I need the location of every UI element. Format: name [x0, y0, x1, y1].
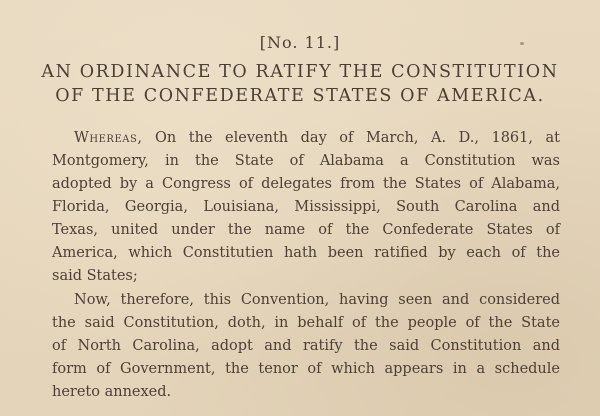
ordinance-title-line-1: AN ORDINANCE TO RATIFY THE CONSTITUTION — [41, 62, 559, 82]
paragraph-1-line-5: Texas, united under the name of the Confederate States of — [52, 222, 560, 238]
ink-speck — [520, 42, 524, 45]
paragraph-1-line-3: adopted by a Congress of delegates from the States of Alabama, — [52, 176, 560, 192]
paragraph-1-line-2: Montgomery, in the State of Alabama a Constitution was — [52, 153, 560, 169]
paragraph-1-line-6: America, which Constitutien hath been ratified by each of the — [52, 245, 560, 261]
paragraph-2-line-2: the said Constitution, doth, in behalf of the people of the State — [52, 315, 560, 331]
paragraph-1-line-1-text: On the eleventh day of March, A. D., 1861, at — [142, 130, 560, 146]
paragraph-1-line-1 — [74, 130, 560, 146]
paragraph-2-line-1: Now, therefore, this Convention, having seen and considered — [74, 292, 560, 308]
paragraph-2-line-3: of North Carolina, adopt and ratify the said Constitution and — [52, 338, 560, 354]
ordinance-title-line-2: OF THE CONFEDERATE STATES OF AMERICA. — [55, 86, 545, 106]
paragraph-2-line-4: form of Government, the tenor of which appears in a schedule — [52, 361, 560, 377]
paragraph-1-line-7: said States; — [52, 268, 138, 284]
paragraph-1-line-4: Florida, Georgia, Louisiana, Mississippi, South Carolina and — [52, 199, 560, 215]
ordinance-number: [No. 11.] — [259, 33, 341, 52]
paragraph-2-line-5: hereto annexed. — [52, 384, 172, 400]
lead-word-whereas: Whereas, — [74, 130, 143, 146]
